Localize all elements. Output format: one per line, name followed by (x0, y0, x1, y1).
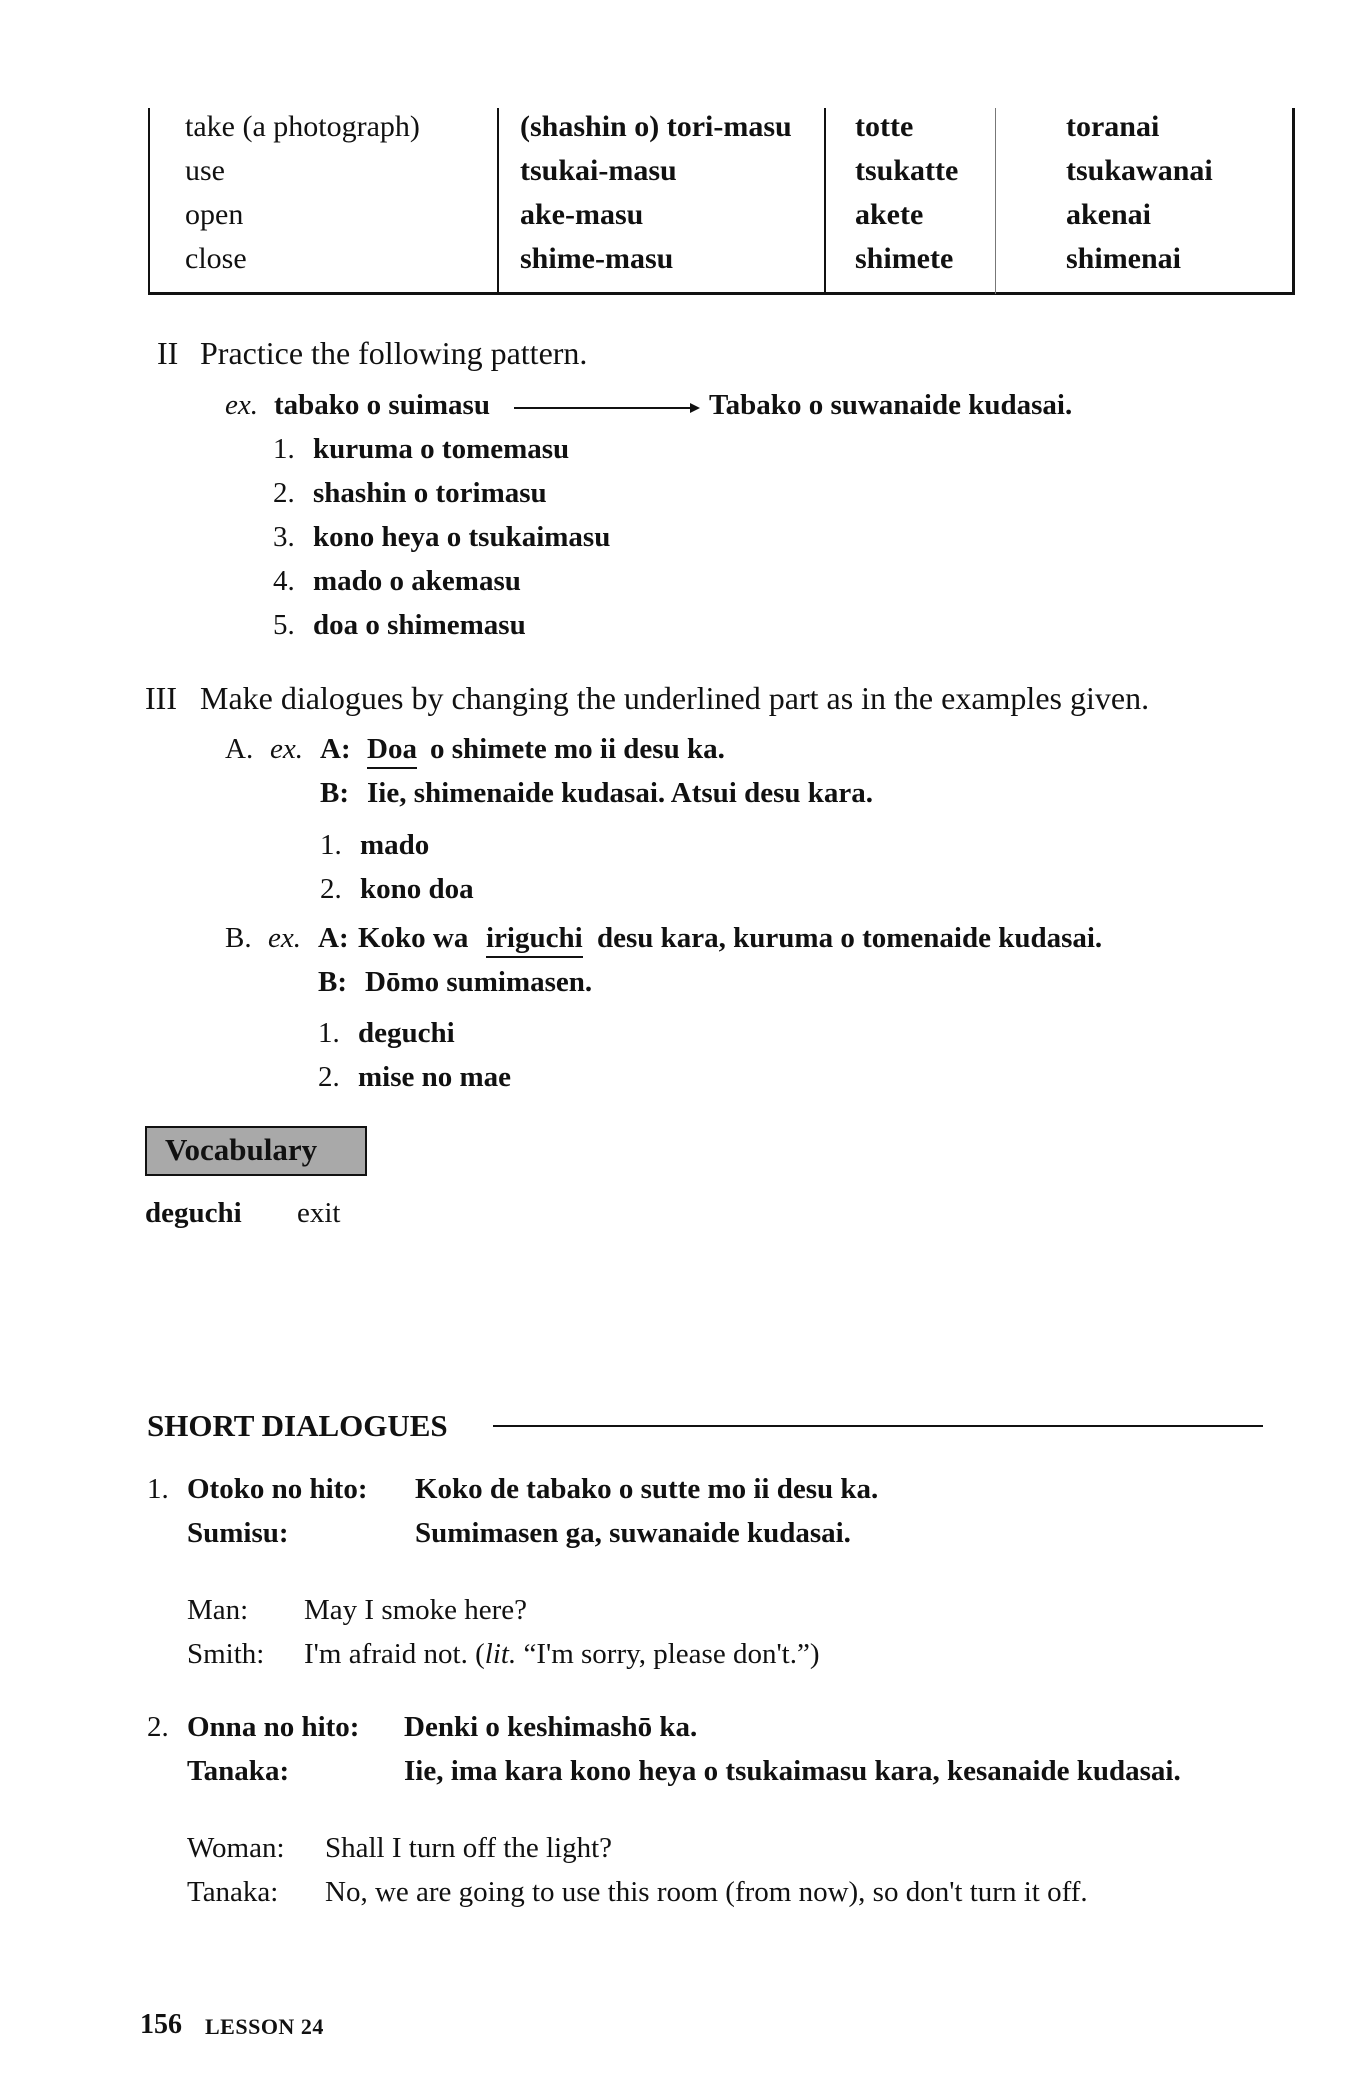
list-item: shashin o torimasu (313, 477, 547, 509)
masu-form-cell: tsukai-masu (520, 154, 677, 187)
translation-text: No, we are going to use this room (from now), so don't turn it off. (325, 1876, 1088, 1908)
item-number: 2. (320, 873, 342, 905)
dialogue-text: Koko de tabako o sutte mo ii desu ka. (415, 1473, 879, 1505)
speaker-label: Onna no hito: (187, 1711, 360, 1743)
example-answer: Tabako o suwanaide kudasai. (709, 389, 1073, 421)
example-label: ex. (270, 733, 303, 765)
dialogue-number: 1. (147, 1473, 169, 1505)
list-item: doa o shimemasu (313, 609, 526, 641)
list-item: kono heya o tsukaimasu (313, 521, 611, 553)
dialogue-number: 2. (147, 1711, 169, 1743)
english-cell: close (185, 242, 247, 275)
speaker-label: B: (320, 777, 349, 809)
dialogue-text: desu kara, kuruma o tomenaide kudasai. (597, 922, 1103, 954)
translation-text: Shall I turn off the light? (325, 1832, 612, 1864)
nai-form-cell: shimenai (1066, 242, 1182, 275)
masu-form-cell: shime-masu (520, 242, 674, 275)
page-number: 156 (140, 2009, 182, 2040)
lesson-label: LESSON 24 (205, 2014, 324, 2039)
table-bottom-border (148, 292, 1295, 295)
speaker-label: Tanaka: (187, 1755, 290, 1787)
item-number: 4. (273, 565, 295, 597)
vocab-term: deguchi (145, 1197, 242, 1229)
underlined-word: Doa (367, 733, 417, 769)
item-number: 1. (273, 433, 295, 465)
nai-form-cell: toranai (1066, 110, 1160, 143)
table-row (0, 242, 1350, 286)
item-number: 2. (318, 1061, 340, 1093)
english-cell: open (185, 198, 244, 231)
list-item: mado o akemasu (313, 565, 521, 597)
te-form-cell: totte (855, 110, 914, 143)
list-item: mise no mae (358, 1061, 512, 1093)
heading-rule (493, 1425, 1263, 1427)
speaker-label: Woman: (187, 1832, 285, 1864)
underlined-word: iriguchi (486, 922, 583, 958)
translation-text: May I smoke here? (304, 1594, 528, 1626)
english-cell: take (a photograph) (185, 110, 420, 143)
table-row (0, 198, 1350, 242)
dialogue-text: Sumimasen ga, suwanaide kudasai. (415, 1517, 851, 1549)
dialogue-text: Dōmo sumimasen. (365, 966, 593, 998)
dialogue-text: Iie, shimenaide kudasai. Atsui desu kara. (367, 777, 874, 809)
list-item: mado (360, 829, 430, 861)
nai-form-cell: akenai (1066, 198, 1152, 231)
nai-form-cell: tsukawanai (1066, 154, 1213, 187)
section-heading: Practice the following pattern. (200, 335, 588, 371)
arrow-line (514, 407, 690, 409)
speaker-label: A: (320, 733, 351, 765)
te-form-cell: akete (855, 198, 924, 231)
dialogue-text: o shimete mo ii desu ka. (430, 733, 725, 765)
speaker-label: Smith: (187, 1638, 265, 1670)
vocab-meaning: exit (297, 1197, 341, 1229)
list-item: kono doa (360, 873, 474, 905)
list-item: kuruma o tomemasu (313, 433, 570, 465)
speaker-label: Tanaka: (187, 1876, 279, 1908)
dialogue-text: Iie, ima kara kono heya o tsukaimasu kara, kesanaide kudasai. (404, 1755, 1181, 1787)
english-cell: use (185, 154, 225, 187)
section-number: II (157, 335, 179, 371)
translation-text-part: “I'm sorry, please don't.”) (516, 1638, 820, 1670)
speaker-label: Man: (187, 1594, 249, 1626)
section-heading: Make dialogues by changing the underlined part as in the examples given. (200, 680, 1150, 716)
example-label: ex. (268, 922, 301, 954)
example-prompt: tabako o suimasu (274, 389, 490, 421)
masu-form-cell: (shashin o) tori-masu (520, 110, 792, 143)
section-number: III (145, 680, 177, 716)
dialogue-text: Koko wa (358, 922, 469, 954)
section-heading: SHORT DIALOGUES (147, 1408, 448, 1443)
speaker-label: B: (318, 966, 347, 998)
part-label: B. (225, 922, 252, 954)
speaker-label: A: (318, 922, 349, 954)
list-item: deguchi (358, 1017, 455, 1049)
item-number: 1. (320, 829, 342, 861)
item-number: 5. (273, 609, 295, 641)
masu-form-cell: ake-masu (520, 198, 644, 231)
dialogue-text: Denki o keshimashō ka. (404, 1711, 698, 1743)
vocabulary-heading-box (145, 1126, 367, 1176)
item-number: 3. (273, 521, 295, 553)
lit-abbreviation: lit. (484, 1638, 517, 1670)
translation-text (304, 1638, 820, 1671)
item-number: 1. (318, 1017, 340, 1049)
te-form-cell: shimete (855, 242, 954, 275)
item-number: 2. (273, 477, 295, 509)
speaker-label: Otoko no hito: (187, 1473, 368, 1505)
speaker-label: Sumisu: (187, 1517, 289, 1549)
part-label: A. (225, 733, 254, 765)
table-row (0, 110, 1350, 154)
te-form-cell: tsukatte (855, 154, 959, 187)
example-label: ex. (225, 389, 258, 421)
vocabulary-heading: Vocabulary (165, 1132, 318, 1167)
arrow-head-icon (690, 403, 700, 413)
table-row (0, 154, 1350, 198)
translation-text-part: I'm afraid not. ( (304, 1638, 485, 1670)
